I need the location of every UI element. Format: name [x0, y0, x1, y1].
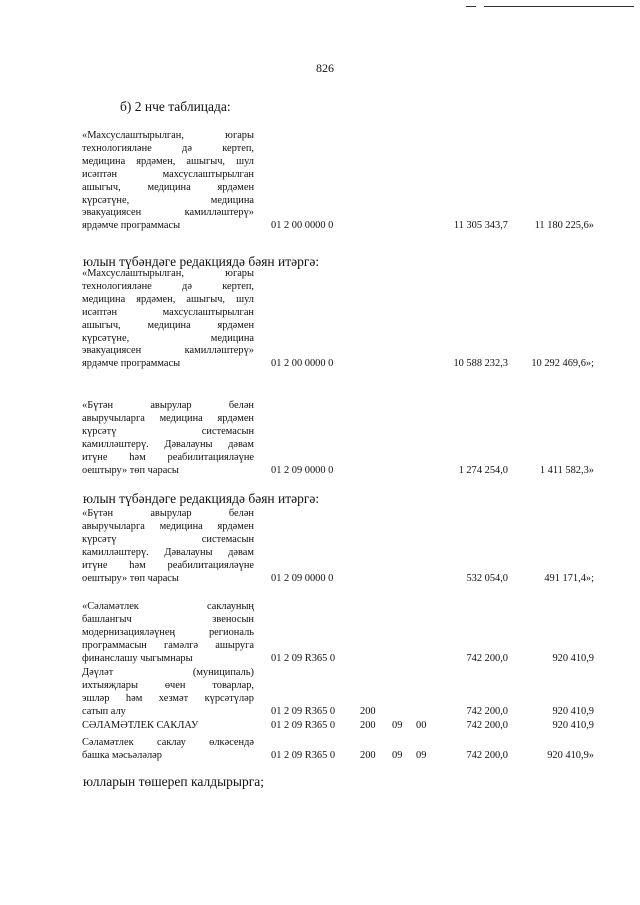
row-code: 01 2 09 0000 0	[271, 572, 334, 584]
row-description	[82, 720, 254, 733]
row-value-year2: 920 410,9	[552, 705, 594, 717]
description-line: ярдәмче программасы	[82, 358, 181, 370]
description-line: исәптән махсуслаштырылган	[82, 168, 254, 180]
row-value-year1: 742 200,0	[466, 749, 508, 761]
description-line: технологияләне дә кертеп,	[82, 280, 254, 292]
row-value-year1: 532 054,0	[466, 572, 508, 584]
description-line: күрсәтү системасын	[82, 425, 254, 437]
description-line: Сәламәтлек саклау өлкәсендә	[82, 737, 254, 748]
row-code: 01 2 09 R365 0	[271, 749, 336, 761]
final-phrase: юлларын төшереп калдырырга;	[83, 774, 265, 789]
row-subsection: 09	[416, 749, 427, 761]
top-rule-long	[484, 6, 634, 7]
description-line: исәптән махсуслаштырылган	[82, 306, 254, 318]
row-value-year2: 491 171,4»;	[544, 572, 594, 584]
row-value-year1: 742 200,0	[466, 652, 508, 664]
description-line: «Бүтән авырулар белән	[82, 400, 254, 411]
row-section: 09	[392, 720, 403, 731]
row-value-year1: 742 200,0	[466, 705, 508, 717]
description-line: оештыру» төп чарасы	[82, 572, 179, 584]
description-line: «Махсуслаштырылган, югары	[82, 268, 254, 279]
description-line: итүне һәм реабилитацияләүне	[82, 451, 254, 463]
row-value-year2: 920 410,9	[552, 720, 594, 731]
description-line: финанслашу чыгымнары	[82, 652, 193, 664]
row-code: 01 2 00 0000 0	[271, 358, 334, 370]
description-line: эвакуациясен камилләштерү»	[82, 345, 254, 357]
row-code: 01 2 09 0000 0	[271, 464, 334, 476]
row-value-year1: 10 588 232,3	[453, 358, 508, 370]
row-code: 01 2 09 R365 0	[271, 720, 336, 731]
row-value-year2: 920 410,9	[552, 652, 594, 664]
row-value-year2: 10 292 469,6»;	[531, 358, 594, 370]
description-line: медицина ярдәмен, ашыгыч, шул	[82, 155, 254, 167]
row-expense-type: 200	[360, 749, 376, 761]
description-line: программасын гамәлгә ашыруга	[82, 639, 254, 651]
description-line: «Махсуслаштырылган, югары	[82, 130, 254, 141]
description-line: оештыру» төп чарасы	[82, 464, 179, 476]
row-description	[82, 400, 254, 477]
replace-phrase-1: юлын түбәндәге редакциядә бәян итәргә:	[83, 254, 320, 269]
description-line: «Бүтән авырулар белән	[82, 508, 254, 519]
description-line: медицина ярдәмен, ашыгыч, шул	[82, 293, 254, 305]
description-line: технологияләне дә кертеп,	[82, 142, 254, 154]
row-expense-type: 200	[360, 720, 376, 731]
row-description	[82, 667, 254, 719]
intro-b: б) 2 нче таблицада:	[120, 99, 231, 114]
row-value-year1: 11 305 343,7	[453, 220, 508, 232]
description-line: авыручыларга медицина ярдәмен	[82, 412, 254, 424]
description-line: итүне һәм реабилитацияләүне	[82, 559, 254, 571]
row-description	[82, 508, 254, 585]
description-line: эшләр һәм хезмәт күрсәтүләр	[82, 692, 254, 704]
row-subsection: 00	[416, 720, 427, 731]
description-line: сатып алу	[82, 705, 126, 717]
row-description	[82, 130, 254, 233]
row-value-year1: 1 274 254,0	[458, 464, 508, 476]
row-value-year2: 920 410,9»	[547, 749, 594, 761]
row-value-year1: 742 200,0	[466, 720, 508, 731]
description-line: «Сәламәтлек саклауның	[82, 601, 254, 612]
description-line: ихтыяҗлары өчен товарлар,	[82, 679, 254, 691]
description-line: күрсәтү системасын	[82, 533, 254, 545]
description-line: ярдәмче программасы	[82, 220, 181, 232]
row-value-year2: 11 180 225,6»	[534, 220, 594, 232]
description-line: күрсәтүне, медицина	[82, 332, 254, 344]
description-line: күрсәтүне, медицина	[82, 194, 254, 206]
top-rule-short	[466, 6, 476, 7]
description-line: модернизацияләүнең региональ	[82, 626, 254, 638]
description-line: авыручыларга медицина ярдәмен	[82, 520, 254, 532]
description-line: башлангыч звеносын	[82, 613, 254, 625]
description-line: камилләштерү. Дәвалауны дәвам	[82, 438, 254, 450]
row-description	[82, 601, 254, 666]
description-line: камилләштерү. Дәвалауны дәвам	[82, 546, 254, 558]
row-value-year2: 1 411 582,3»	[539, 464, 594, 476]
description-line: эвакуациясен камилләштерү»	[82, 207, 254, 219]
replace-phrase-2: юлын түбәндәге редакциядә бәян итәргә:	[83, 491, 320, 506]
description-line: ашыгыч, медицина ярдәмен	[82, 319, 254, 331]
page-number: 826	[316, 61, 334, 75]
description-line: ашыгыч, медицина ярдәмен	[82, 181, 254, 193]
row-code: 01 2 09 R365 0	[271, 652, 336, 664]
row-description	[82, 268, 254, 371]
description-line: СӘЛАМӘТЛЕК САКЛАУ	[82, 720, 199, 731]
row-section: 09	[392, 749, 403, 761]
row-code: 01 2 00 0000 0	[271, 220, 334, 232]
row-description	[82, 737, 254, 763]
row-expense-type: 200	[360, 705, 376, 717]
description-line: Дәүләт (муниципаль)	[82, 667, 254, 678]
description-line: башка мәсьәләләр	[82, 749, 162, 761]
row-code: 01 2 09 R365 0	[271, 705, 336, 717]
